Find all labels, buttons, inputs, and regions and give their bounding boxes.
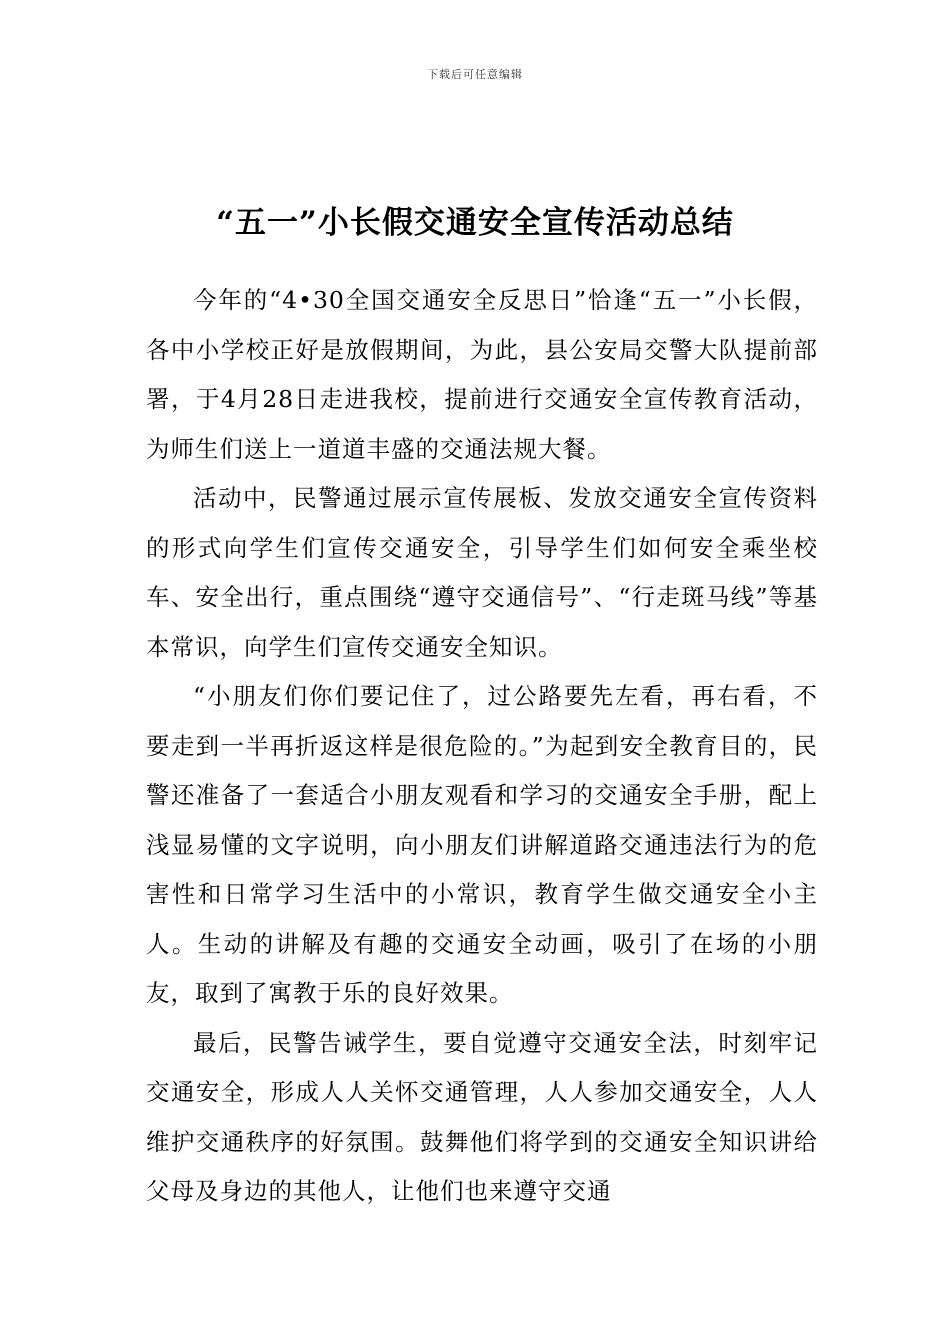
paragraph-2: 活动中，民警通过展示宣传展板、发放交通安全宣传资料的形式向学生们宣传交通安全，引导学生们如何安全乘坐校车、安全出行，重点围绕“遵守交通信号”、“行走斑马线”等基本常识，向学生们宣传交通安全知识。 <box>146 484 818 661</box>
paragraph-3: “小朋友们你们要记住了，过公路要先左看，再右看，不要走到一半再折返这样是很危险的。”为起到安全教育目的，民警还准备了一套适合小朋友观看和学习的交通安全手册，配上浅显易懂的文字说明，向小朋友们讲解道路交通违法行为的危害性和日常学习生活中的小常识，教育学生做交通安全小主人。生动的讲解及有趣的交通安全动画，吸引了在场的小朋友，取到了寓教于乐的良好效果。 <box>146 682 818 1007</box>
paragraph-1: 今年的“4•30全国交通安全反思日”恰逢“五一”小长假，各中小学校正好是放假期间，为此，县公安局交警大队提前部署，于4月28日走进我校，提前进行交通安全宣传教育活动，为师生们送上一道道丰盛的交通法规大餐。 <box>146 286 818 463</box>
document-body <box>146 276 818 1217</box>
document-title: “五一”小长假交通安全宣传活动总结 <box>216 204 734 241</box>
header-note: 下载后可任意编辑 <box>427 68 523 81</box>
paragraph-4: 最后，民警告诫学生，要自觉遵守交通安全法，时刻牢记交通安全，形成人人关怀交通管理，人人参加交通安全，人人维护交通秩序的好氛围。鼓舞他们将学到的交通安全知识讲给父母及身边的其他人，让他们也来遵守交通 <box>146 1028 818 1205</box>
